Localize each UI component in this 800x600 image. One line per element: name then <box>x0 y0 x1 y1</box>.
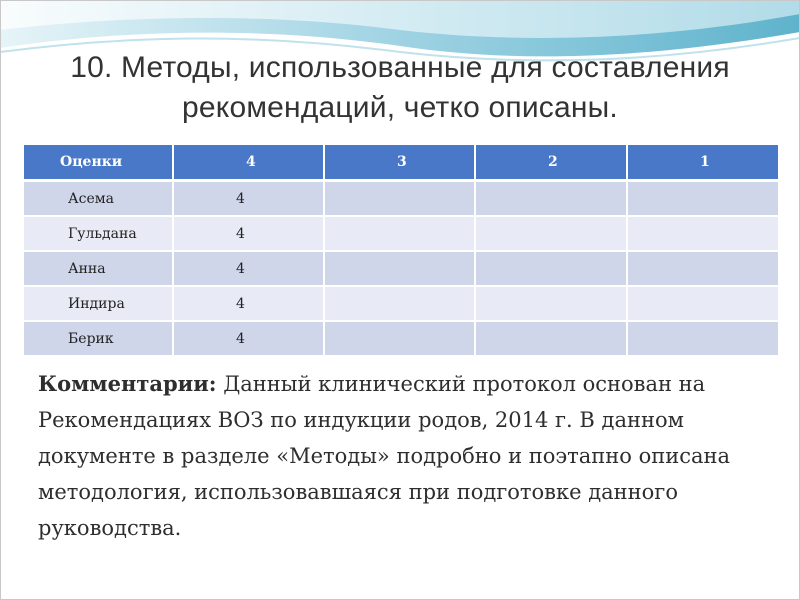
table-row <box>23 216 779 251</box>
grade-cell <box>475 286 627 321</box>
comment-paragraph <box>38 366 758 546</box>
grade-cell <box>475 251 627 286</box>
grade-cell: 4 <box>173 321 324 356</box>
comment-text: Данный клинический протокол основан на Рекомендациях ВОЗ по индукции родов, 2014 г. В данном документе в разделе «Методы» подробно и поэтапно описана методология, использовавшаяся при подготовке данного руководства. <box>38 372 731 540</box>
header-cell-1: 1 <box>627 144 779 181</box>
grade-cell <box>324 251 475 286</box>
header-cell-2: 2 <box>475 144 627 181</box>
grade-cell <box>324 181 475 217</box>
grades-table <box>22 143 780 357</box>
table-row <box>23 251 779 286</box>
grade-cell: 4 <box>173 251 324 286</box>
grade-cell <box>627 251 779 286</box>
slide-title-line-1: 10. Методы, использованные для составления <box>70 51 730 84</box>
table-header-row <box>23 144 779 181</box>
row-name-cell: Берик <box>23 321 173 356</box>
comment-label: Комментарии: <box>38 371 217 396</box>
grade-cell <box>475 181 627 217</box>
table-row <box>23 321 779 356</box>
row-name-cell: Анна <box>23 251 173 286</box>
header-cell-3: 3 <box>324 144 475 181</box>
grade-cell <box>627 216 779 251</box>
row-name-cell: Асема <box>23 181 173 217</box>
grade-cell <box>324 321 475 356</box>
grade-cell: 4 <box>173 181 324 217</box>
grade-cell <box>475 321 627 356</box>
slide-title <box>20 48 780 128</box>
grade-cell: 4 <box>173 216 324 251</box>
header-cell-grades: Оценки <box>23 144 173 181</box>
table-row <box>23 181 779 217</box>
table-row <box>23 286 779 321</box>
grade-cell <box>475 216 627 251</box>
row-name-cell: Гульдана <box>23 216 173 251</box>
grade-cell <box>324 286 475 321</box>
grade-cell: 4 <box>173 286 324 321</box>
grade-cell <box>627 286 779 321</box>
grade-cell <box>627 181 779 217</box>
header-cell-4: 4 <box>173 144 324 181</box>
slide-title-line-2: рекомендаций, четко описаны. <box>182 91 618 124</box>
row-name-cell: Индира <box>23 286 173 321</box>
grade-cell <box>627 321 779 356</box>
grade-cell <box>324 216 475 251</box>
